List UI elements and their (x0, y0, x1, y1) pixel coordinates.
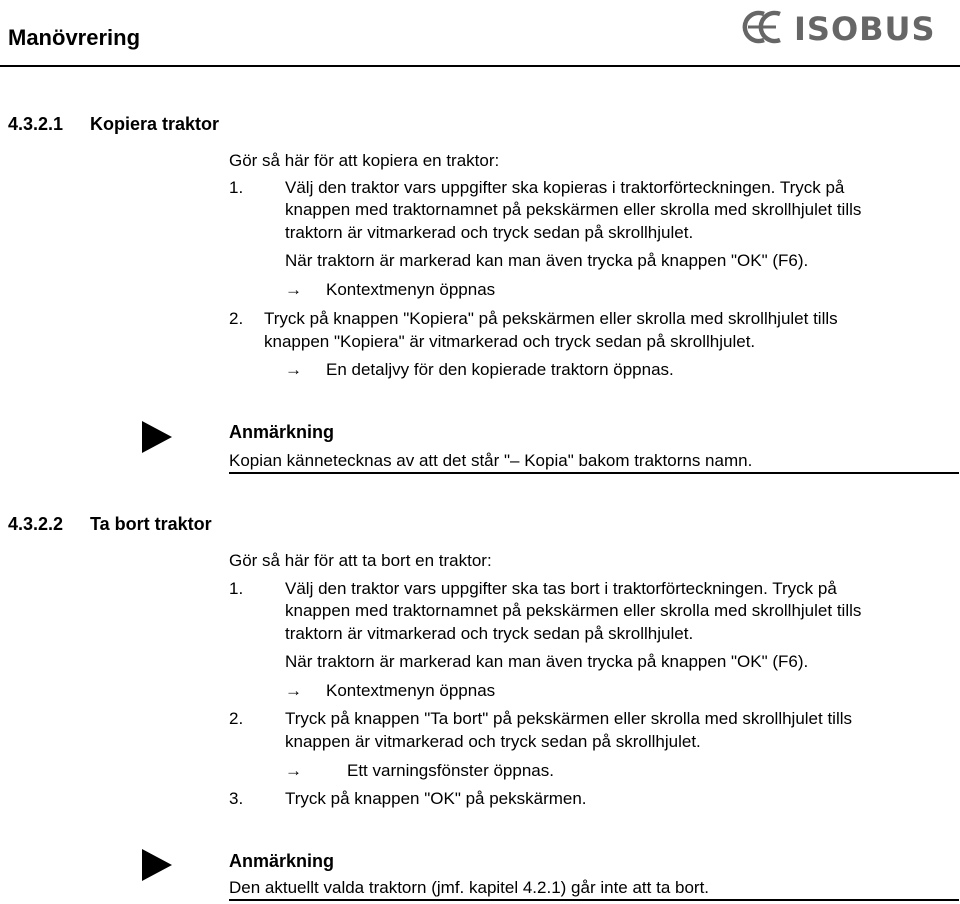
page-header (0, 0, 960, 72)
step-text: knappen med traktornamnet på pekskärmen eller skrolla med skrollhjulet tills (285, 200, 862, 219)
step-result: En detaljvy för den kopierade traktorn öppnas. (326, 360, 674, 379)
section-heading-kopiera (8, 112, 219, 136)
section-number: 4.3.2.1 (8, 114, 64, 134)
step-number: 2. (229, 709, 244, 728)
note-title: Anmärkning (229, 422, 335, 442)
step-number: 2. (229, 309, 244, 328)
page-title: Manövrering (8, 25, 141, 50)
step-text: traktorn är vitmarkerad och tryck sedan på skrollhjulet. (285, 223, 694, 242)
step-text: Tryck på knappen "Kopiera" på pekskärmen eller skrolla med skrollhjulet tills (264, 309, 838, 328)
svg-text:ISOBUS: ISOBUS (794, 10, 936, 48)
section-title: Ta bort traktor (90, 514, 212, 534)
step-extra-text: När traktorn är markerad kan man även trycka på knappen "OK" (F6). (285, 251, 809, 270)
step-text: Tryck på knappen "OK" på pekskärmen. (285, 789, 587, 808)
arrow-right-icon: → (285, 360, 302, 379)
arrow-right-icon: → (285, 681, 302, 700)
note-title: Anmärkning (229, 851, 335, 871)
note-divider (229, 472, 959, 474)
isobus-logo (742, 6, 946, 53)
note-triangle-icon (142, 421, 172, 453)
step-number: 1. (229, 579, 244, 598)
step-result: Ett varningsfönster öppnas. (347, 761, 554, 780)
step-number: 3. (229, 789, 244, 808)
step-text: knappen är vitmarkerad och tryck sedan på skrollhjulet. (285, 732, 701, 751)
step-text: knappen med traktornamnet på pekskärmen eller skrolla med skrollhjulet tills (285, 601, 862, 620)
intro-text: Gör så här för att kopiera en traktor: (229, 151, 500, 170)
step-text: Tryck på knappen "Ta bort" på pekskärmen eller skrolla med skrollhjulet tills (285, 709, 853, 728)
note-text: Kopian kännetecknas av att det står "– Kopia" bakom traktorns namn. (229, 451, 753, 470)
step-text: Välj den traktor vars uppgifter ska tas bort i traktorförteckningen. Tryck på (285, 579, 837, 598)
intro-text: Gör så här för att ta bort en traktor: (229, 551, 492, 570)
section-heading-ta-bort (8, 512, 212, 536)
note-text: Den aktuellt valda traktorn (jmf. kapitel 4.2.1) går inte att ta bort. (229, 878, 710, 897)
step-text: traktorn är vitmarkerad och tryck sedan på skrollhjulet. (285, 624, 694, 643)
note-triangle-icon (142, 849, 172, 881)
arrow-right-icon: → (285, 761, 302, 780)
section-number: 4.3.2.2 (8, 514, 64, 534)
section-title: Kopiera traktor (90, 114, 220, 134)
arrow-right-icon: → (285, 280, 302, 299)
header-divider (0, 65, 960, 67)
step-result: Kontextmenyn öppnas (326, 280, 496, 299)
note-divider (229, 899, 959, 901)
step-text: knappen "Kopiera" är vitmarkerad och tryck sedan på skrollhjulet. (264, 332, 756, 351)
step-extra-text: När traktorn är markerad kan man även trycka på knappen "OK" (F6). (285, 652, 809, 671)
step-text: Välj den traktor vars uppgifter ska kopieras i traktorförteckningen. Tryck på (285, 178, 845, 197)
step-result: Kontextmenyn öppnas (326, 681, 496, 700)
step-number: 1. (229, 178, 244, 197)
